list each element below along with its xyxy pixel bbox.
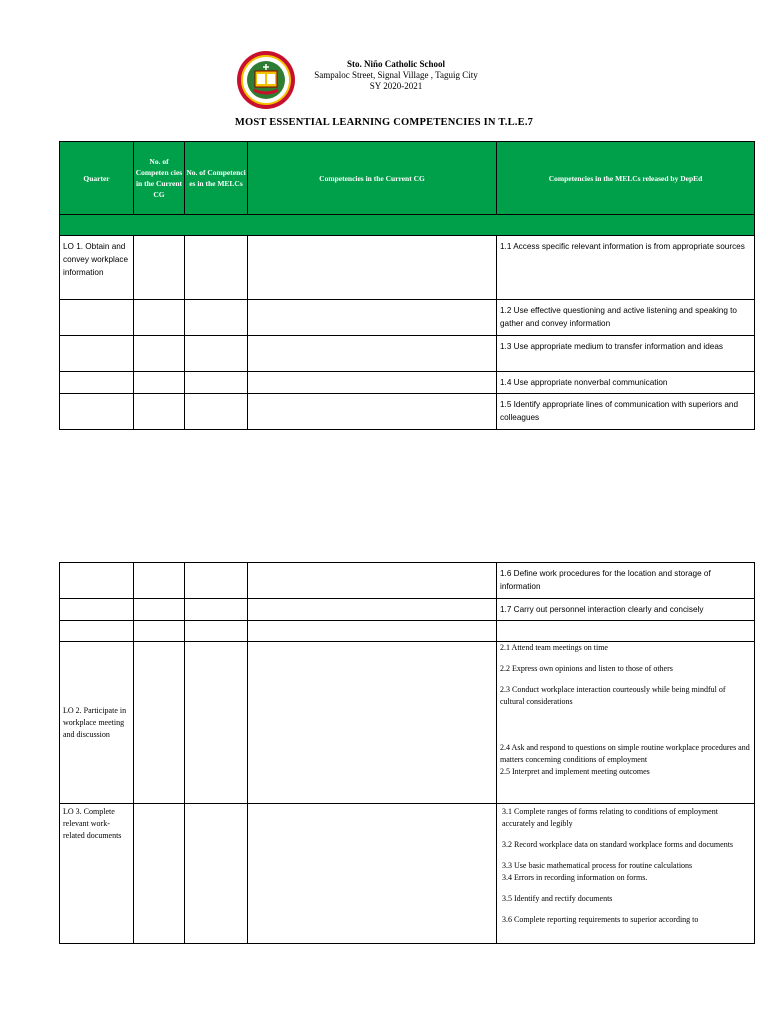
table-row-lo3 [60,804,755,944]
quarter-cell: LO 3. Complete relevant work-related documents [60,804,134,944]
competency-table-2 [59,562,755,944]
table-row [60,300,755,336]
melc-cell: 1.6 Define work procedures for the location and storage of information [497,563,755,599]
header-comp-melc: Competencies in the MELCs released by DepEd [497,142,755,215]
table-row [60,394,755,430]
school-name: Sto. Niño Catholic School [346,59,445,69]
table-row [60,236,755,300]
competency-item: 3.4 Errors in recording information on forms. [502,873,648,882]
melc-cell-lo2 [497,642,755,804]
competency-item: 2.5 Interpret and implement meeting outcomes [500,767,650,776]
table-row [60,563,755,599]
table-row [60,372,755,394]
table-row-lo2 [60,642,755,804]
competency-item: 3.3 Use basic mathematical process for routine calculations [502,861,693,870]
school-year: SY 2020-2021 [369,81,423,91]
melc-cell: 1.1 Access specific relevant information is from appropriate sources [497,236,755,300]
competency-item: 2.2 Express own opinions and listen to those of others [500,664,673,673]
page-title: MOST ESSENTIAL LEARNING COMPETENCIES IN T.L.E.7 [234,117,534,128]
competency-item: 3.2 Record workplace data on standard workplace forms and documents [502,840,734,849]
school-address: Sampaloc Street, Signal Village , Taguig City [314,70,478,80]
melc-cell-lo3 [497,804,755,944]
quarter-cell: LO 2. Participate in workplace meeting and discussion [60,642,134,804]
table-row [60,599,755,621]
competency-item: 2.1 Attend team meetings on time [500,643,608,652]
competency-item: 3.1 Complete ranges of forms relating to conditions of employment accurately and legibly [502,807,718,828]
school-header [296,59,496,92]
header-quarter: Quarter [60,142,134,215]
melc-cell: 1.5 Identify appropriate lines of communication with superiors and colleagues [497,394,755,430]
table-row [60,336,755,372]
quarter-cell: LO 1. Obtain and convey workplace information [60,236,134,300]
competency-table-1 [59,141,755,430]
header-num-melc: No. of Competenci es in the MELCs [185,142,248,215]
melc-cell: 1.3 Use appropriate medium to transfer information and ideas [497,336,755,372]
melc-cell: 1.7 Carry out personnel interaction clearly and concisely [497,599,755,621]
competency-item: 2.3 Conduct workplace interaction courteously while being mindful of cultural considerations [500,685,726,706]
table-row [60,621,755,642]
melc-cell: 1.2 Use effective questioning and active listening and speaking to gather and convey information [497,300,755,336]
competency-item: 3.5 Identify and rectify documents [502,894,613,903]
green-divider-row [60,215,755,236]
header-num-current: No. of Competen cies in the Current CG [134,142,185,215]
header-comp-current: Competencies in the Current CG [248,142,497,215]
competency-item: 2.4 Ask and respond to questions on simple routine workplace procedures and matters concerning conditions of employment [500,743,750,764]
school-seal-logo [236,50,296,110]
competency-item: 3.6 Complete reporting requirements to superior according to [502,915,699,924]
melc-cell: 1.4 Use appropriate nonverbal communication [497,372,755,394]
